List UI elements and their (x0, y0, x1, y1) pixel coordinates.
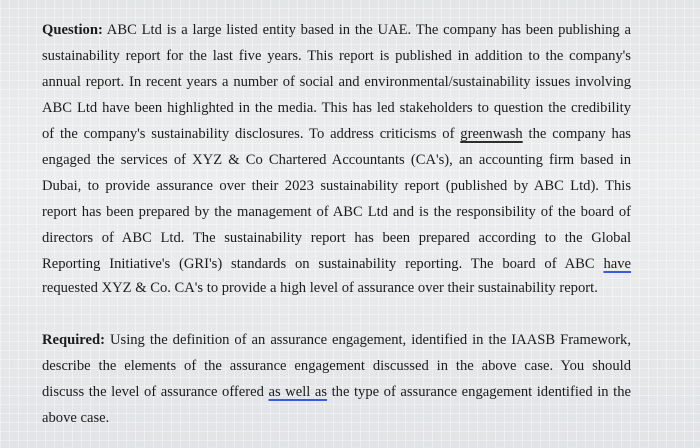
question-line-5: of the company's sustainability disclosures. To address criticisms of greenwash the company has (42, 126, 631, 142)
underlined-term: greenwash (460, 126, 523, 142)
question-label: Question: (42, 22, 103, 38)
required-line-4: above case. (42, 410, 110, 426)
required-label: Required: (42, 332, 105, 348)
question-line-1: Question: ABC Ltd is a large listed entity based in the UAE. The company has been publishing a (42, 22, 631, 38)
question-line-10: Reporting Initiative's (GRI's) standards on sustainability reporting. The board of ABC have (42, 256, 631, 272)
question-line-3: annual report. In recent years a number of social and environmental/sustainability issues involving (42, 74, 631, 90)
question-line-2: sustainability report for the last five years. This report is published in addition to the company's (42, 48, 631, 64)
question-line-4: ABC Ltd have been highlighted in the media. This has led stakeholders to question the credibility (42, 100, 631, 116)
question-line-6: engaged the services of XYZ & Co Chartered Accountants (CA's), an accounting firm based in (42, 152, 631, 168)
required-line-3: discuss the level of assurance offered as well as the type of assurance engagement identified in the (42, 384, 631, 400)
required-line-1: Required: Using the definition of an assurance engagement, identified in the IAASB Framework, (42, 332, 631, 348)
required-line-2: describe the elements of the assurance engagement discussed in the above case. You should (42, 358, 631, 374)
grammar-underline: as well as (268, 384, 328, 400)
question-line-9: directors of ABC Ltd. The sustainability report has been prepared according to the Global (42, 230, 631, 246)
question-line-8: report has been prepared by the management of ABC Ltd and is the responsibility of the board of (42, 204, 631, 220)
question-line-11: requested XYZ & Co. CA's to provide a high level of assurance over their sustainability report. (42, 280, 598, 296)
grammar-underline: have (603, 256, 631, 272)
question-line-7: Dubai, to provide assurance over their 2023 sustainability report (published by ABC Ltd). This (42, 178, 631, 194)
